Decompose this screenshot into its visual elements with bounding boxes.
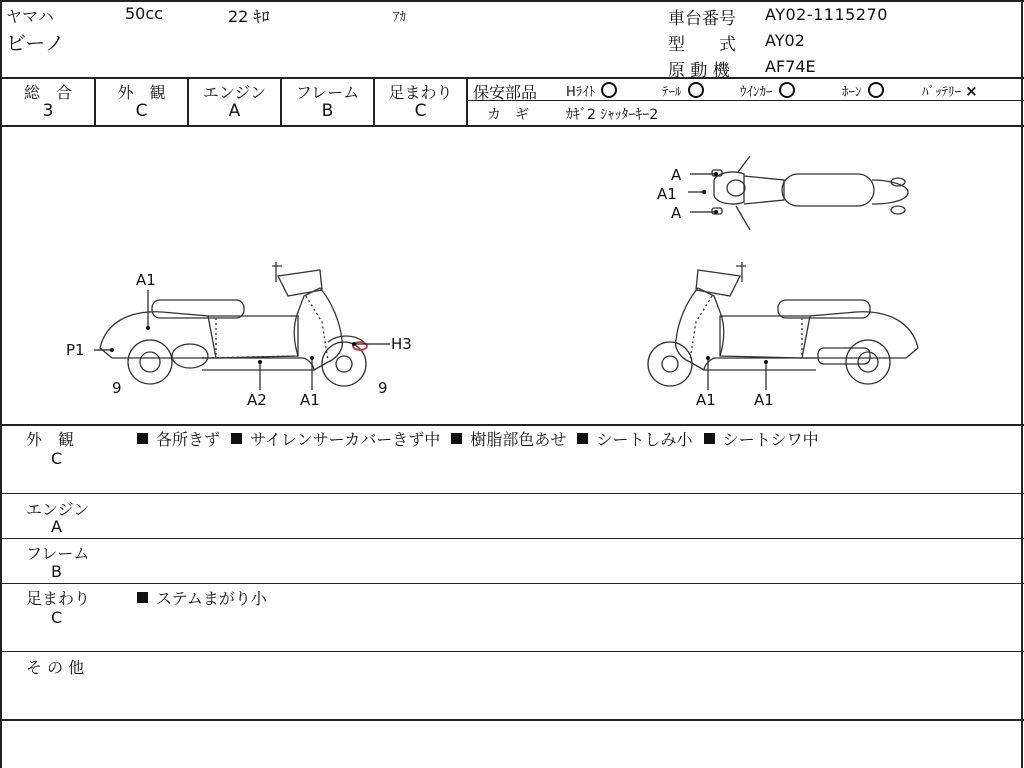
model-name: ビーノ: [6, 31, 65, 55]
section-suspension-grade: C: [51, 608, 63, 627]
bullet-icon: [704, 433, 715, 444]
ng-cross-icon: ×: [965, 82, 978, 100]
damage-label-top-a1: A1: [657, 185, 677, 203]
damage-label-a2: A2: [247, 391, 267, 409]
mileage: 22 ｷﾛ: [228, 7, 270, 26]
section-frame-title: フレーム: [26, 544, 90, 563]
safety-headlight: [566, 81, 617, 100]
grade-engine-value: A: [228, 101, 241, 121]
section-suspension-title: 足まわり: [26, 589, 91, 608]
grade-engine-label: エンジン: [202, 83, 267, 102]
top-leader-lines: [688, 174, 716, 212]
grade-frame-value: B: [321, 101, 334, 121]
damage-label-right-a1-front: A1: [696, 391, 716, 409]
top-border: [0, 0, 1024, 2]
bullet-icon: [577, 433, 588, 444]
frame-number-label: 車台番号: [668, 9, 736, 29]
section-other-title: そ の 他: [26, 658, 85, 677]
bullet-icon: [137, 433, 148, 444]
displacement: 50cc: [125, 4, 163, 23]
note: サイレンサーカバーきず中: [250, 430, 441, 449]
safety-battery-label: ﾊﾞｯﾃﾘｰ: [922, 85, 961, 100]
safety-winker-label: ｳｲﾝｶｰ: [740, 85, 773, 100]
safety-tail-label: ﾃｰﾙ: [662, 85, 682, 100]
grade-total-value: 3: [42, 101, 54, 121]
frame-number: AY02-1115270: [765, 5, 888, 24]
bullet-icon: [137, 592, 148, 603]
damage-label-p1: P1: [66, 341, 85, 359]
damage-label-h3: H3: [391, 335, 412, 353]
scooter-right-view: [648, 262, 918, 386]
safety-horn-label: ﾎｰﾝ: [842, 85, 862, 100]
bullet-icon: [231, 433, 242, 444]
key-value: ｶｷﾞ2 ｼｬｯﾀｰｷｰ2: [566, 107, 659, 123]
damage-label-a1-floor: A1: [300, 391, 320, 409]
damage-label-top-a-upper: A: [671, 166, 682, 184]
ok-circle-icon: [868, 82, 884, 98]
ok-circle-icon: [601, 82, 617, 98]
grade-col5: [466, 77, 468, 125]
safety-horn: [842, 81, 884, 100]
ok-circle-icon: [688, 82, 704, 98]
type-value: AY02: [765, 31, 805, 50]
safety-winker: [740, 81, 795, 100]
section-exterior-title: 外 観: [26, 430, 75, 449]
note: ステムまがり小: [156, 589, 267, 608]
grade-exterior-label: 外 観: [117, 83, 166, 102]
engine-value: AF74E: [765, 57, 816, 76]
sec3-bottom: [0, 583, 1024, 584]
grade-frame-label: フレーム: [295, 83, 360, 102]
grade-total-label: 総 合: [23, 83, 72, 102]
scooter-top-view: [712, 156, 908, 230]
damage-label-9-rear: 9: [112, 379, 122, 397]
sec1-bottom: [0, 493, 1024, 494]
grade-exterior-value: C: [135, 101, 148, 121]
header-divider: [0, 77, 1024, 79]
sec4-bottom: [0, 651, 1024, 652]
note: シートシワ中: [722, 430, 819, 449]
safety-tail: [662, 81, 704, 100]
grade-suspension-value: C: [414, 101, 427, 121]
safety-headlight-label: Hﾗｲﾄ: [566, 85, 596, 100]
grade-suspension-label: 足まわり: [388, 83, 453, 102]
bullet-icon: [451, 433, 462, 444]
section-exterior-grade: C: [51, 449, 63, 468]
damage-label-right-a1-rear: A1: [754, 391, 774, 409]
damage-label-top-a-lower: A: [671, 204, 682, 222]
note: 樹脂部色あせ: [470, 430, 567, 449]
sec5-bottom: [0, 719, 1024, 721]
note: 各所きず: [156, 430, 221, 449]
damage-label-a1-seat: A1: [136, 271, 156, 289]
ok-circle-icon: [779, 82, 795, 98]
engine-label: 原 動 機: [668, 61, 730, 81]
section-frame-grade: B: [51, 562, 62, 581]
section-exterior-notes: [137, 427, 819, 450]
grade-sub-divider: [467, 100, 1024, 101]
safety-label: 保安部品: [473, 83, 538, 102]
diagram-bottom: [0, 424, 1024, 426]
maker: ヤマハ: [6, 7, 54, 26]
section-engine-title: エンジン: [26, 500, 90, 519]
sec2-bottom: [0, 538, 1024, 539]
section-suspension-notes: [137, 586, 267, 609]
type-label: 型 式: [668, 35, 736, 55]
right-leader-lines: [708, 358, 766, 390]
key-label: カ ギ: [487, 107, 529, 123]
note: シートしみ小: [596, 430, 693, 449]
damage-label-9-front: 9: [378, 379, 388, 397]
safety-battery: [922, 81, 978, 100]
body-color: ｱｶ: [393, 10, 406, 25]
left-leader-lines: [94, 290, 390, 390]
section-engine-grade: A: [51, 517, 62, 536]
